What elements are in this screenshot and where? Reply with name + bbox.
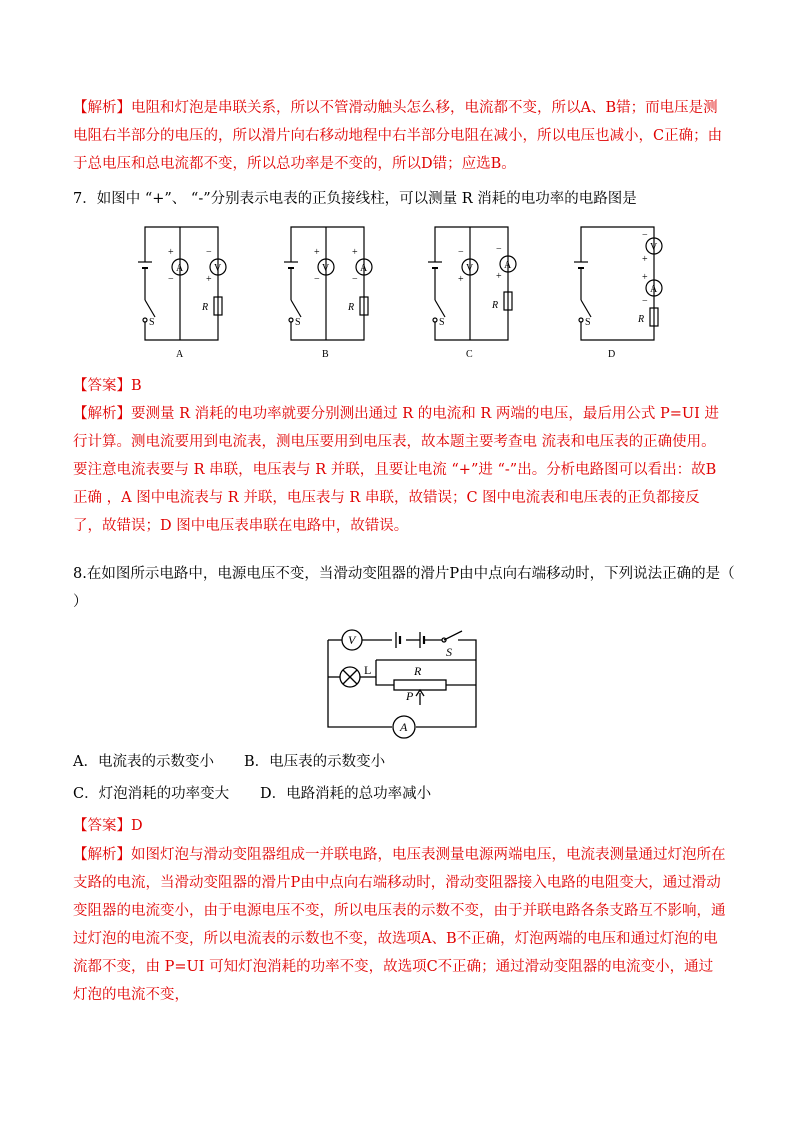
option-a: A．电流表的示数变小 (73, 754, 214, 770)
option-d: D．电路消耗的总功率减小 (260, 786, 432, 802)
answer-value: B (131, 378, 142, 394)
svg-text:+: + (642, 272, 648, 283)
q8-answer (73, 816, 143, 836)
circuit-b-figure (266, 222, 386, 362)
analysis-1 (73, 94, 727, 178)
lamp-label: L (364, 663, 372, 677)
svg-text:−: − (458, 247, 464, 258)
svg-text:A: A (650, 284, 658, 295)
answer-tag: 【答案】 (73, 818, 131, 834)
svg-text:−: − (642, 296, 648, 307)
analysis-tag: 【解析】 (73, 406, 131, 422)
circuit-a-figure (120, 222, 240, 362)
svg-text:+: + (206, 274, 212, 285)
switch-label: S (446, 645, 452, 659)
analysis-text: 如图灯泡与滑动变阻器组成一并联电路，电压表测量电源两端电压，电流表测量通过灯泡所在支路的电流，当滑动变阻器的滑片P由中点向右端移动时，滑动变阻器接入电路的电阻变大，通过滑动变阻器的电流变小，由于电源电压不变，所以电压表的示数不变，由于并联电路各条支路互不影响，通过灯泡的电流不变，所以电流表的示数也不变，故选项A、B不正确，灯泡两端的电压和通过灯泡的电流都不变，由 P=UI 可知灯泡消耗的功率不变，故选项C不正确；通过滑动变阻器的电流变小，通过灯泡的电流不变， (73, 847, 726, 1003)
svg-text:−: − (206, 247, 212, 258)
analysis-tag: 【解析】 (73, 100, 131, 116)
svg-text:S: S (295, 317, 301, 328)
svg-text:V: V (322, 263, 330, 274)
svg-text:−: − (496, 244, 502, 255)
svg-text:A: A (360, 263, 368, 274)
svg-text:+: + (642, 254, 648, 265)
analysis-text: 要测量 R 消耗的电功率就要分别测出通过 R 的电流和 R 两端的电压，最后用公式 P=UI 进行计算。测电流要用到电流表，测电压要用到电压表，故本题主要考查电 流表和电压表的正确使用。要注意电流表要与 R 串联，电压表与 R 并联，且要让电流 “+”进 “-”出。分析电路图可以看出：故B 正确 ，A 图中电流表与 R 并联，电压表与 R 串联，故错误；C 图中电流表和电压表的正负都接反了，故错误；D 图中电压表串联在电路中，故错误。 (73, 406, 719, 534)
svg-text:V: V (466, 263, 474, 274)
svg-text:+: + (458, 274, 464, 285)
slider-label: P (406, 689, 414, 703)
svg-text:+: + (352, 247, 358, 258)
analysis-text: 电阻和灯泡是串联关系，所以不管滑动触头怎么移，电流都不变，所以A、B错；而电压是测电阻右半部分的电压的，所以滑片向右移动地程中右半部分电阻在减小，所以电压也减小，C正确；由于总电压和总电流都不变，所以总功率是不变的，所以D错；应选B。 (73, 100, 723, 172)
q7-answer (73, 376, 142, 396)
question-8-stem-line2: ） (73, 594, 88, 610)
svg-text:−: − (314, 274, 320, 285)
svg-text:−: − (168, 274, 174, 285)
svg-text:+: + (496, 271, 502, 282)
circuit-d-figure (556, 222, 676, 362)
answer-tag: 【答案】 (73, 378, 131, 394)
svg-text:S: S (439, 317, 445, 328)
svg-text:A: A (504, 260, 512, 271)
analysis-tag: 【解析】 (73, 847, 131, 863)
option-c: C．灯泡消耗的功率变大 (73, 786, 230, 802)
circuit-c-figure (410, 222, 530, 362)
resistor-label: R (414, 664, 422, 678)
q8-analysis (73, 841, 727, 1009)
svg-text:R: R (638, 314, 645, 325)
voltmeter-label: V (348, 633, 356, 647)
svg-text:+: + (314, 247, 320, 258)
question-8-stem-line1: 8.在如图所示电路中，电源电压不变，当滑动变阻器的滑片P由中点向右端移动时，下列说法正确的是（ (73, 566, 735, 582)
svg-text:S: S (585, 317, 591, 328)
svg-text:R: R (202, 302, 209, 313)
question-7-stem: 7．如图中 “+”、 “-”分别表示电表的正负接线柱，可以测量 R 消耗的电功率的电路图是 (73, 191, 637, 207)
figure-label-c: C (466, 349, 473, 360)
option-b: B．电压表的示数变小 (244, 754, 386, 770)
ammeter-label: A (400, 720, 408, 734)
svg-text:R: R (348, 302, 355, 313)
figure-label-a: A (176, 349, 184, 360)
svg-text:+: + (168, 247, 174, 258)
q7-analysis (73, 400, 727, 540)
q8-circuit-figure (318, 620, 488, 745)
voltmeter-label: V (214, 263, 222, 274)
svg-text:S: S (149, 317, 155, 328)
figure-label-d: D (608, 349, 616, 360)
answer-value: D (131, 818, 143, 834)
svg-text:R: R (492, 300, 499, 311)
figure-label-b: B (322, 349, 329, 360)
svg-text:V: V (650, 242, 658, 253)
ammeter-label: A (176, 263, 184, 274)
svg-text:−: − (642, 230, 648, 241)
svg-text:−: − (352, 274, 358, 285)
